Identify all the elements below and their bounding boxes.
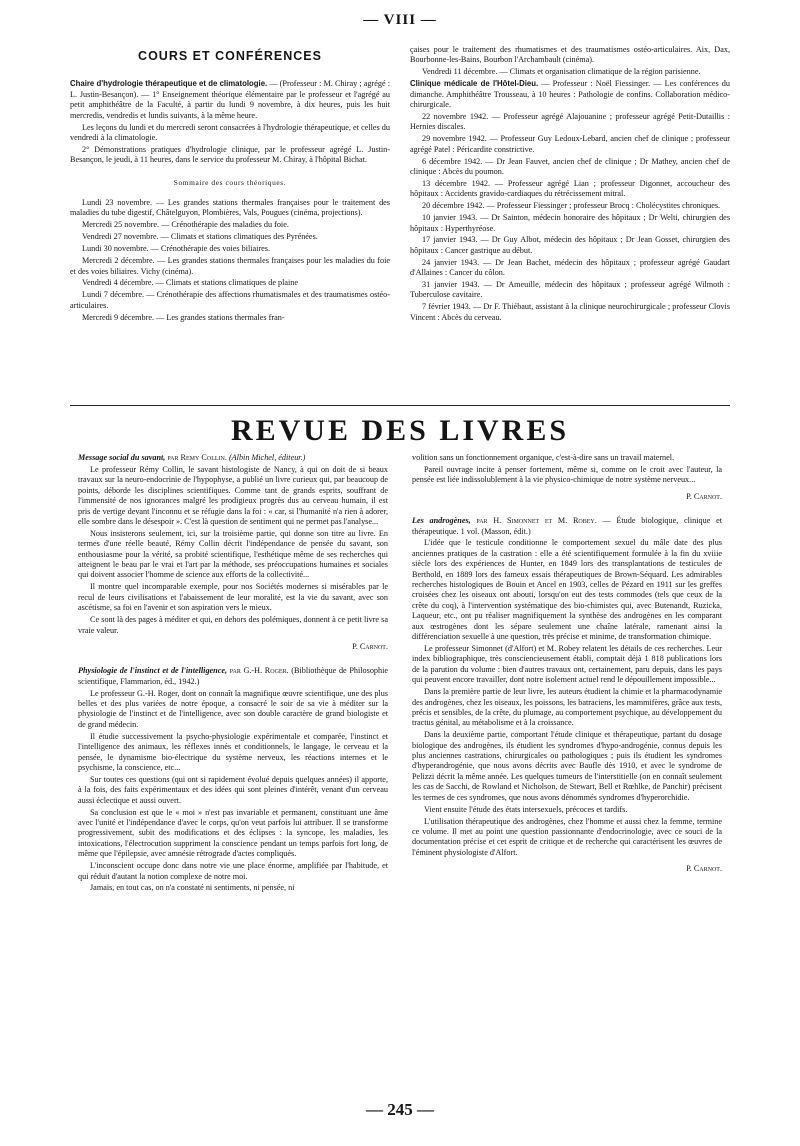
clinique-item: 22 novembre 1942. — Professeur agrégé Alajouanine ; professeur agrégé Petit-Dutaillis : Hernies discales. bbox=[410, 111, 730, 132]
sommaire-item: Mercredi 25 novembre. — Crénothérapie des maladies du foie. bbox=[82, 220, 289, 230]
page-number: — 245 — bbox=[366, 1100, 434, 1119]
book-title: Physiologie de l'instinct et de l'intelligence, bbox=[78, 666, 228, 676]
sommaire-item: Mercredi 2 décembre. — Les grandes stations thermales françaises pour les maladies du foie et des voies biliaires. Vichy (cinéma). bbox=[70, 256, 390, 276]
chaire-text: — (Professeur : M. Chiray ; agrégé : L. Justin-Besançon). — 1° Enseignement théorique élémentaire par le professeur et l'agrégé au petit amphithéâtre de la Faculté, à partir du lundi 9 novembre, à dix heures, puis les huit mercredis, vendredis et lundis suivants, à la même heure. bbox=[70, 79, 390, 120]
review-message-social bbox=[78, 453, 388, 652]
book-title: Les androgènes, bbox=[412, 516, 471, 526]
running-header: — VIII — bbox=[363, 12, 437, 28]
paragraph bbox=[70, 79, 390, 121]
sommaire-item: Vendredi 11 décembre. — Climats et organisation climatique de la région parisienne. bbox=[422, 67, 701, 77]
sommaire-item: çaises pour le traitement des rhumatismes et des traumatismes ostéo-articulaires. Aix, Dax, Bourbonne-les-Bains, Bourbon l'Archambault (cinéma). bbox=[410, 45, 730, 65]
book-publisher: (Bibliothèque de Philosophie scientifique, Flammarion, éd., 1942.) bbox=[78, 666, 388, 686]
review-heading bbox=[412, 516, 722, 537]
signature: P. Carnot. bbox=[686, 491, 722, 501]
sommaire-item: Lundi 30 novembre. — Crénothérapie des voies biliaires. bbox=[82, 244, 271, 254]
clinique-item: 24 janvier 1943. — Dr Jean Bachet, médecin des hôpitaux ; professeur agrégé Gaudart d'Allaines : Cancer du côlon. bbox=[410, 257, 730, 278]
paragraph: L'idée que le testicule conditionne le comportement sexuel du mâle date des plus anciennes pratiques de la castration : elle a été scientifiquement formulée à la fin du xviiie siècle lors des expériences de Hunter, en 1849 lors des transplantations de testicules de Berthold, en 1889 lors des fameux essais thérapeutiques de Brown-Séquard. Les admirables recherches histologiques de Bouin et Ancel en 1903, celles de Pézard en 1911 sur les greffes croisées chez les oiseaux ont abouti, lorsqu'on eut des tests commodes (tels que ceux de la crête du coq), à l'intervention systématique des bio-chimistes qui, avec Butenandt, Ruzicka, Laqueur, etc., ont pu réaliser magnifiquement la synthèse des androgènes en les comparant aux œstrogènes dont les sépare seulement une chaîne latérale, ramenant ainsi la différenciation sexuelle à une question, très précise et minime, de transformation chimique. bbox=[412, 538, 722, 642]
cours-section bbox=[70, 45, 730, 395]
section-divider bbox=[70, 405, 730, 406]
paragraph: L'utilisation thérapeutique des androgènes, chez l'homme et aussi chez la femme, termine ce volume. Il met au point une question passionnante d'endocrinologie, avec ce souci de la documentation précise et cet esprit de critique et de recherche qui caractérisent les œuvres de l'éminent physiologiste d'Alfort. bbox=[412, 816, 722, 857]
paragraph: Il étudie successivement la psycho-physiologie expérimentale et comparée, l'instinct et l'intelligence des animaux, les réflexes innés et conditionnels, le langage, le cerveau et la pensée, le dynamisme bio-électrique du système nerveux, les réactions internes et le psychisme, la conscience, etc... bbox=[78, 731, 388, 772]
paragraph: Jamais, en tout cas, on n'a constaté ni sentiments, ni pensée, ni bbox=[90, 883, 295, 893]
reviews-left-column bbox=[78, 453, 388, 1093]
paragraph: L'inconscient occupe donc dans notre vie une place énorme, amplifiée par l'habitude, et qui réduit d'autant la notion complexe de notre moi. bbox=[78, 861, 388, 881]
paragraph: Le professeur G.-H. Roger, dont on connaît la magnifique œuvre scientifique, une des plus belles et des plus variées de notre époque, a consacré le soir de sa vie à méditer sur la physiologie de l'instinct et de l'intelligence, avec son double caractère de grand biologiste et de grand médecin. bbox=[78, 688, 388, 729]
sommaire-item: Vendredi 27 novembre. — Climats et stations climatiques des Pyrénées. bbox=[82, 232, 318, 242]
chaire-lead: Chaire d'hydrologie thérapeutique et de climatologie. bbox=[70, 79, 268, 89]
clinique-text: — Professeur : Noël Fiessinger. — Les conférences du dimanche. Amphithéâtre Trousseau, à 10 heures : Pathologie de confins. Collaboration médico-chirurgicale. bbox=[410, 79, 730, 110]
cours-title: COURS ET CONFÉRENCES bbox=[138, 49, 322, 63]
sommaire-title: Sommaire des cours théoriques. bbox=[173, 177, 287, 187]
paragraph: Nous insisterons seulement, ici, sur la troisième partie, qui donne son titre au livre. En termes d'une réelle beauté, Rémy Collin décrit l'indépendance de pensée du savant, son enthousiasme pour la vérité, sa probité scientifique, l'esthétique même de ses recherches qui atteignent le beau par le vrai et l'art par la méthode, ses préoccupations humaines et sociales qui doivent associer l'homme de science aux efforts de la collectivité... bbox=[78, 528, 388, 580]
paragraph: Sur toutes ces questions (qui ont si rapidement évolué depuis quelques années) il apporte, à la fois, des faits expérimentaux et des idées qui sont pleines d'intérêt, venant d'un cerveau aussi éclectique et aussi ouvert. bbox=[78, 774, 388, 805]
book-publisher: — Étude biologique, clinique et thérapeutique. 1 vol. (Masson, édit.) bbox=[412, 516, 722, 536]
book-author: par Remy Collin. bbox=[165, 453, 227, 462]
paragraph: Sa conclusion est que le « moi » n'est pas invariable et permanent, constituant une âme avec l'unité et l'indépendance d'avec le corps, qu'on veut parfois lui attribuer. Il se transforme progressivement, subit des modifications et des éclipses : la syncope, les maladies, les intoxications, l'électrocution suppriment la conscience pendant un temps parfois fort long, de même que l'épilepsie, avec amnésie rétrograde d'actes compliqués. bbox=[78, 807, 388, 859]
clinique-item: 13 décembre 1942. — Professeur agrégé Lian ; professeur Digonnet, accoucheur des hôpitaux : Accidents gravido-cardiaques du rétrécissement mitral. bbox=[410, 178, 730, 199]
clinique-item: 29 novembre 1942. — Professeur Guy Ledoux-Lebard, ancien chef de clinique ; professeur agrégé Patel : Péricardite constrictive. bbox=[410, 134, 730, 154]
paragraph: 2° Démonstrations pratiques d'hydrologie clinique, par le professeur agrégé L. Justin-Besançon, le jeudi, à 11 heures, dans le service du professeur M. Chiray, à l'hôpital Bichat. bbox=[70, 144, 390, 165]
paragraph: Pareil ouvrage incite à penser fortement, même si, comme on le croit avec l'auteur, la pensée est liée indissolublement à la vie physico-chimique de notre système nerveux... bbox=[412, 464, 722, 485]
book-title: Message social du savant, bbox=[78, 453, 166, 462]
paragraph: Dans la première partie de leur livre, les auteurs étudient la chimie et la pharmacodynamie des androgènes, chez les oiseaux, les poissons, les batraciens, les mammifères, grâce aux tests, précis et sensibles, de la crête, du plumage, au comportement psychique, au développement du tractus génital, au métabolisme et à la croissance. bbox=[412, 687, 722, 728]
book-author: par G.-H. Roger. bbox=[227, 666, 289, 676]
sommaire-item: Lundi 23 novembre. — Les grandes stations thermales françaises pour le traitement des maladies du tube digestif, Châtelguyon, Plombières, Vals, Pougues (cinéma, projections). bbox=[70, 198, 390, 218]
review-physiologie-continued bbox=[412, 453, 722, 502]
clinique-item: 6 décembre 1942. — Dr Jean Fauvet, ancien chef de clinique ; Dr Mathey, ancien chef de clinique : Abcès du poumon. bbox=[410, 156, 730, 176]
reviews-right-column bbox=[412, 453, 722, 1093]
sommaire-item: Vendredi 4 décembre. — Climats et stations climatiques de plaine bbox=[82, 278, 298, 288]
clinique-item: 7 février 1943. — Dr F. Thiébaut, assistant à la clinique neurochirurgicale ; professeur Clovis Vincent : Abcès du cerveau. bbox=[410, 302, 730, 322]
review-heading bbox=[78, 666, 388, 687]
book-author: par H. Simonnet et M. Robey. bbox=[470, 516, 597, 526]
clinique-item: 20 décembre 1942. — Professeur Fiessinger ; professeur Brocq : Cholécystites chroniques. bbox=[422, 201, 721, 211]
clinique-item: 17 janvier 1943. — Dr Guy Albot, médecin des hôpitaux ; Dr Jean Gosset, chirurgien des hôpitaux : Cancer gastrique au début. bbox=[410, 235, 730, 255]
clinique-item: 10 janvier 1943. — Dr Sainton, médecin honoraire des hôpitaux ; Dr Welti, chirurgien des hôpitaux : Hyperthyréose. bbox=[410, 213, 730, 233]
sommaire-item: Lundi 7 décembre. — Crénothérapie des affections rhumatismales et des traumatismes ostéo-articulaires. bbox=[70, 290, 390, 310]
review-physiologie bbox=[78, 666, 388, 894]
cours-left-column bbox=[70, 45, 390, 325]
revue-title: REVUE DES LIVRES bbox=[230, 414, 570, 447]
paragraph: Vient ensuite l'étude des états intersexuels, précoces et tardifs. bbox=[424, 804, 628, 814]
paragraph: volition sans un fonctionnement organique, c'est-à-dire sans un travail maternel. bbox=[412, 453, 675, 462]
cours-right-column bbox=[410, 45, 730, 325]
paragraph: Le professeur Rémy Collin, le savant histologiste de Nancy, à qui on doit de si beaux travaux sur la neuro-endocrinie de l'hypophyse, a publié un livre curieux qui, par beaucoup de points, déborde les disciplines scientifiques. Comme tant de grands esprits, souffrant de l'immensité de nos ignorances malgré les prodigieux progrès dus au cerveau humain, il est pris de vertige devant l'inconnu et se réfugie dans la foi : « car, si l'humanité n'a rien à adorer, elle sombre dans le désespoir ». C'est là question de sentiment qui ne permet pas l'analyse... bbox=[78, 464, 388, 526]
book-publisher: (Albin Michel, éditeur.) bbox=[226, 453, 306, 462]
signature: P. Carnot. bbox=[686, 864, 722, 874]
paragraph: Il montre quel incomparable exemple, pour nos Sociétés modernes si misérables par le recul de leurs civilisations et l'abaissement de leur moralité, est la vie du savant, avec son ascétisme, sa foi en l'avenir et son aspiration vers le mieux. bbox=[78, 582, 388, 613]
clinique-lead: Clinique médicale de l'Hôtel-Dieu. bbox=[410, 79, 539, 89]
paragraph: Ce sont là des pages à méditer et qui, en dehors des polémiques, donnent à ce petit livre sa vraie valeur. bbox=[78, 615, 388, 635]
reviews-section bbox=[78, 453, 722, 1093]
paragraph: Les leçons du lundi et du mercredi seront consacrées à l'hydrologie thérapeutique, et celles du vendredi à la climatologie. bbox=[70, 122, 390, 142]
clinique-item: 31 janvier 1943. — Dr Ameuille, médecin des hôpitaux ; professeur agrégé Wilmoth : Tuberculose cavitaire. bbox=[410, 280, 730, 300]
signature: P. Carnot. bbox=[352, 641, 388, 651]
review-androgenes bbox=[412, 516, 722, 874]
review-heading bbox=[78, 453, 388, 463]
paragraph: Le professeur Simonnet (d'Alfort) et M. Robey relatent les détails de ces recherches. Leur index bibliographique, très consciencieusement établi, comptait déjà 1 818 publications lors de la parution du volume : bien d'autres travaux ont, certainement, paru depuis, dans les pays qui peuvent encore travailler, dont notre isolement actuel rend le dépouillement impossible... bbox=[412, 644, 722, 685]
paragraph: Dans la deuxième partie, comportant l'étude clinique et thérapeutique, partant du dosage biologique des androgènes, ils étudient les syndromes d'hypo-androgénie, connus depuis les plus anciennes castrations, chirurgicales ou pathologiques ; puis ils étudient les syndromes d'hyperandrogénie, que nous avons décrits avec Baufle dès 1910, et avec le syndrome de Pelizzi décrit la même année. Les quelques tumeurs de l'interstitielle (on en connaît seulement les cas de Sacchi, de Rowland et Nicholson, de Stewart, Bell et Rœhlke, de Panchir) précisent les termes de ces syndromes, que nous avons dénommés syndromes d'hyperorchidie. bbox=[412, 730, 722, 802]
paragraph bbox=[410, 79, 730, 110]
sommaire-item: Mercredi 9 décembre. — Les grandes stations thermales fran- bbox=[82, 312, 285, 322]
